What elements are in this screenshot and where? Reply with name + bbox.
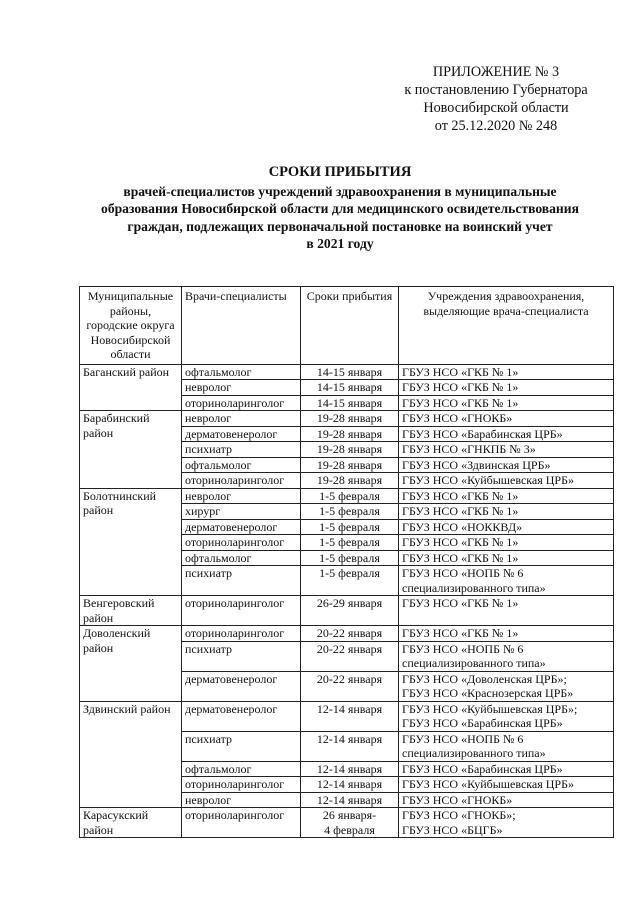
dates-cell [301, 792, 399, 808]
institution-line: ГБУЗ НСО «ГНОКБ»; [402, 808, 516, 822]
institution-cell [399, 596, 614, 626]
institution-line: ГБУЗ НСО «ГНОКБ» [402, 411, 513, 425]
dates-cell [301, 473, 399, 489]
document-title [40, 164, 640, 253]
dates-cell [301, 535, 399, 551]
institution-cell [399, 808, 614, 838]
district-name: Венгеровский район [80, 596, 182, 626]
dates-cell [301, 550, 399, 566]
dates-cell [301, 808, 399, 838]
appendix-line: ПРИЛОЖЕНИЕ № 3 [432, 64, 560, 80]
institution-line: ГБУЗ НСО «ГНКПБ № 3» [402, 442, 536, 456]
institution-cell [399, 761, 614, 777]
institution-line: ГБУЗ НСО «ГКБ № 1» [402, 550, 519, 565]
institution-cell [399, 671, 614, 701]
institution-line: ГБУЗ НСО «Доволенская ЦРБ»; [402, 671, 567, 686]
doctor-cell: оториноларинголог [182, 777, 301, 793]
institution-cell [399, 535, 614, 551]
doctor-cell: оториноларинголог [182, 596, 301, 626]
district-name: Барабинский район [80, 411, 182, 489]
institution-cell [399, 442, 614, 458]
institution-cell [399, 473, 614, 489]
doctor-cell: дерматовенеролог [182, 519, 301, 535]
doctor-cell: психиатр [182, 566, 301, 596]
appendix-line: Новосибирской области [423, 100, 569, 116]
doctor-cell: дерматовенеролог [182, 426, 301, 442]
table-row [80, 626, 614, 642]
institution-cell [399, 426, 614, 442]
institution-cell [399, 457, 614, 473]
header-district: Муниципальные районы, городские округа Новосибирской области [80, 287, 182, 365]
dates-cell [301, 519, 399, 535]
doctor-cell: оториноларинголог [182, 535, 301, 551]
institution-cell [399, 395, 614, 411]
institution-cell [399, 411, 614, 427]
institution-line: ГБУЗ НСО «Барабинская ЦРБ» [402, 716, 563, 730]
doctor-cell: дерматовенеролог [182, 671, 301, 701]
institution-line: ГБУЗ НСО «Куйбышевская ЦРБ» [402, 473, 574, 487]
schedule-table [79, 286, 614, 838]
dates-line: 26 января- [322, 808, 377, 822]
institution-line: ГБУЗ НСО «НОККВД» [402, 519, 523, 534]
district-name: Болотнинский район [80, 488, 182, 596]
dates-line: 14-15 января [316, 380, 383, 394]
institution-line: ГБУЗ НСО «БЦГБ» [402, 822, 503, 837]
dates-line: 12-14 января [316, 761, 383, 776]
doctor-cell: невролог [182, 380, 301, 396]
institution-cell [399, 488, 614, 504]
title-line: в 2021 году [306, 236, 374, 251]
table-row [80, 701, 614, 731]
institution-line: ГБУЗ НСО «ГКБ № 1» [402, 395, 519, 410]
institution-line: ГБУЗ НСО «ГНОКБ» [402, 792, 513, 807]
title-line: образования Новосибирской области для медицинского освидетельствования [101, 201, 579, 216]
title-main: СРОКИ ПРИБЫТИЯ [268, 164, 412, 180]
dates-line: 4 февраля [324, 822, 375, 837]
dates-cell [301, 457, 399, 473]
dates-line: 1-5 февраля [319, 550, 380, 565]
dates-cell [301, 596, 399, 626]
institution-cell [399, 731, 614, 761]
dates-cell [301, 442, 399, 458]
institution-cell [399, 641, 614, 671]
institution-cell [399, 792, 614, 808]
dates-line: 20-22 января [316, 671, 383, 686]
institution-line: ГБУЗ НСО «ГКБ № 1» [402, 626, 519, 640]
district-name: Карасукский район [80, 808, 182, 838]
header-institution: Учреждения здравоохранения, выделяющие врача-специалиста [399, 287, 614, 365]
doctor-cell: невролог [182, 488, 301, 504]
dates-cell [301, 426, 399, 442]
dates-cell [301, 380, 399, 396]
institution-cell [399, 550, 614, 566]
institution-line: ГБУЗ НСО «ГКБ № 1» [402, 488, 519, 503]
doctor-cell: оториноларинголог [182, 395, 301, 411]
doctor-cell: оториноларинголог [182, 626, 301, 642]
title-line: граждан, подлежащих первоначальной постановке на воинский учет [127, 218, 553, 234]
institution-line: специализированного типа» [402, 656, 546, 670]
header-doctor: Врачи-специалисты [182, 287, 301, 365]
institution-line: ГБУЗ НСО «Барабинская ЦРБ» [402, 426, 563, 441]
institution-line: ГБУЗ НСО «НОПБ № 6 [402, 731, 524, 746]
doctor-cell: офтальмолог [182, 364, 301, 380]
dates-cell [301, 731, 399, 761]
institution-line: ГБУЗ НСО «ГКБ № 1» [402, 504, 519, 518]
appendix-line: от 25.12.2020 № 248 [434, 118, 558, 134]
institution-line: специализированного типа» [402, 580, 546, 595]
table-row [80, 488, 614, 504]
dates-line: 20-22 января [316, 626, 383, 640]
doctor-cell: оториноларинголог [182, 473, 301, 489]
doctor-cell: психиатр [182, 641, 301, 671]
dates-line: 1-5 февраля [319, 535, 380, 549]
dates-line: 12-14 января [316, 792, 383, 807]
doctor-cell: психиатр [182, 731, 301, 761]
dates-cell [301, 641, 399, 671]
table-body [80, 364, 614, 838]
dates-line: 19-28 января [316, 411, 383, 425]
header-dates: Сроки прибытия [301, 287, 399, 365]
institution-line: ГБУЗ НСО «Краснозерская ЦРБ» [402, 686, 574, 700]
dates-line: 19-28 января [316, 473, 383, 487]
dates-cell [301, 777, 399, 793]
dates-line: 14-15 января [316, 364, 383, 379]
district-name: Доволенский район [80, 626, 182, 702]
dates-line: 12-14 января [316, 777, 383, 791]
dates-line: 1-5 февраля [319, 504, 380, 518]
table-row [80, 364, 614, 380]
institution-line: ГБУЗ НСО «ГКБ № 1» [402, 380, 519, 394]
institution-cell [399, 701, 614, 731]
doctor-cell: невролог [182, 792, 301, 808]
doctor-cell: оториноларинголог [182, 808, 301, 838]
dates-cell [301, 411, 399, 427]
dates-line: 14-15 января [316, 395, 383, 410]
dates-cell [301, 395, 399, 411]
dates-line: 1-5 февраля [319, 519, 380, 534]
doctor-cell: дерматовенеролог [182, 701, 301, 731]
dates-line: 1-5 февраля [319, 488, 380, 503]
table-row [80, 411, 614, 427]
district-name: Баганский район [80, 364, 182, 411]
institution-line: ГБУЗ НСО «ГКБ № 1» [402, 364, 519, 379]
dates-line: 19-28 января [316, 457, 383, 472]
institution-cell [399, 364, 614, 380]
doctor-cell: невролог [182, 411, 301, 427]
dates-line: 19-28 января [316, 442, 383, 456]
appendix-line: к постановлению Губернатора [404, 82, 588, 98]
dates-cell [301, 504, 399, 520]
institution-line: ГБУЗ НСО «Куйбышевская ЦРБ»; [402, 701, 578, 716]
table-row [80, 808, 614, 838]
doctor-cell: хирург [182, 504, 301, 520]
dates-line: 1-5 февраля [319, 566, 380, 580]
institution-cell [399, 519, 614, 535]
district-name: Здвинский район [80, 701, 182, 808]
dates-cell [301, 701, 399, 731]
institution-cell [399, 504, 614, 520]
institution-line: специализированного типа» [402, 746, 546, 760]
institution-cell [399, 566, 614, 596]
doctor-cell: психиатр [182, 442, 301, 458]
dates-line: 12-14 января [316, 701, 383, 716]
institution-cell [399, 380, 614, 396]
institution-line: ГБУЗ НСО «НОПБ № 6 [402, 641, 524, 656]
dates-cell [301, 761, 399, 777]
dates-cell [301, 488, 399, 504]
dates-line: 26-29 января [316, 596, 383, 610]
table-header-row [80, 287, 614, 365]
dates-cell [301, 566, 399, 596]
institution-cell [399, 626, 614, 642]
dates-line: 12-14 января [316, 731, 383, 746]
dates-line: 20-22 января [316, 641, 383, 656]
doctor-cell: офтальмолог [182, 550, 301, 566]
appendix-block [380, 63, 612, 135]
dates-cell [301, 364, 399, 380]
doctor-cell: офтальмолог [182, 457, 301, 473]
institution-line: ГБУЗ НСО «ГКБ № 1» [402, 596, 519, 610]
institution-line: ГБУЗ НСО «Здвинская ЦРБ» [402, 457, 551, 472]
dates-line: 19-28 января [316, 426, 383, 441]
dates-cell [301, 626, 399, 642]
doctor-cell: офтальмолог [182, 761, 301, 777]
institution-line: ГБУЗ НСО «ГКБ № 1» [402, 535, 519, 549]
table-row [80, 596, 614, 626]
institution-line: ГБУЗ НСО «НОПБ № 6 [402, 566, 524, 580]
institution-line: ГБУЗ НСО «Куйбышевская ЦРБ» [402, 777, 574, 791]
institution-line: ГБУЗ НСО «Барабинская ЦРБ» [402, 761, 563, 776]
dates-cell [301, 671, 399, 701]
institution-cell [399, 777, 614, 793]
title-line: врачей-специалистов учреждений здравоохранения в муниципальные [123, 183, 557, 199]
